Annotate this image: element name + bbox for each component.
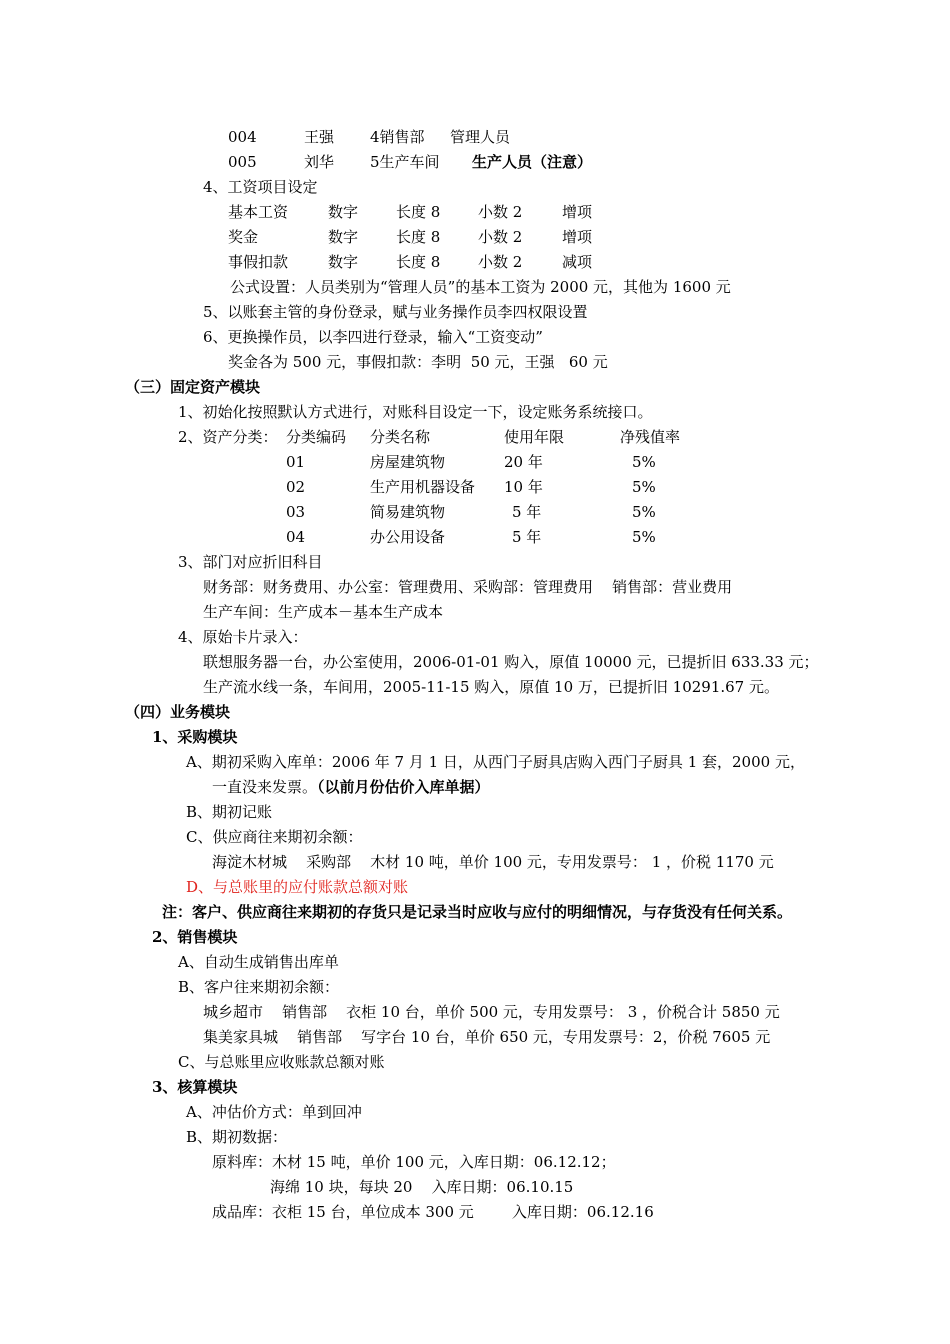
asset-rate: 5% — [632, 528, 656, 546]
salary-item-dir: 增项 — [562, 228, 593, 246]
sales-item-c: C、与总账里应收账款总额对账 — [178, 1053, 385, 1071]
step-6-detail: 奖金各为 500 元，事假扣款：李明 50 元，王强 60 元 — [228, 353, 608, 371]
asset-name: 办公用设备 — [370, 528, 446, 546]
sales-item-b-line: 城乡超市 销售部 衣柜 10 台，单价 500 元，专用发票号： 3 ，价税合计 5850 元 — [203, 1003, 780, 1021]
note-text: 注：客户、供应商往来期初的存货只是记录当时应收与应付的明细情况，与存货没有任何关系。 — [162, 903, 793, 921]
asset-col-header: 分类编码 — [286, 428, 347, 446]
section-3-title: （三）固定资产模块 — [125, 378, 261, 396]
asset-rate: 5% — [632, 478, 656, 496]
fa-item-3: 3、部门对应折旧科目 — [178, 553, 323, 571]
accounting-item-b-line: 成品库：衣柜 15 台，单位成本 300 元 入库日期：06.12.16 — [212, 1203, 654, 1221]
fa-item-4: 4、原始卡片录入： — [178, 628, 308, 646]
asset-years: 5 年 — [512, 528, 542, 546]
salary-item-name: 基本工资 — [228, 203, 289, 221]
asset-code: 03 — [286, 503, 306, 521]
asset-name: 简易建筑物 — [370, 503, 446, 521]
fa-item-4-line: 联想服务器一台，办公室使用，2006-01-01 购入，原值 10000 元，已提折旧 633.33 元； — [203, 653, 819, 671]
salary-item-dir: 增项 — [562, 203, 593, 221]
asset-years: 5 年 — [512, 503, 542, 521]
asset-col-header: 净残值率 — [620, 428, 681, 446]
salary-item-len: 长度 8 — [396, 203, 441, 221]
asset-years: 20 年 — [504, 453, 543, 471]
salary-item-dec: 小数 2 — [478, 253, 523, 271]
salary-item-len: 长度 8 — [396, 253, 441, 271]
accounting-item-b-line: 原料库：木材 15 吨，单价 100 元，入库日期：06.12.12； — [212, 1153, 616, 1171]
asset-years: 10 年 — [504, 478, 543, 496]
accounting-item-a: A、冲估价方式：单到回冲 — [186, 1103, 362, 1121]
asset-rate: 5% — [632, 453, 656, 471]
purchase-item-c: C、供应商往来期初余额： — [186, 828, 363, 846]
salary-item-dir: 减项 — [562, 253, 593, 271]
step-6: 6、更换操作员，以李四进行登录，输入“工资变动” — [203, 328, 543, 346]
module-1-title: 1、采购模块 — [152, 728, 238, 746]
purchase-item-a-cont — [212, 777, 490, 797]
salary-item-kind: 数字 — [328, 228, 359, 246]
salary-item-name: 事假扣款 — [228, 253, 289, 271]
salary-item-kind: 数字 — [328, 253, 359, 271]
fa-item-2: 2、资产分类： — [178, 428, 278, 446]
purchase-item-d: D、与总账里的应付账款总额对账 — [186, 878, 409, 896]
staff-dept: 5生产车间 — [370, 153, 440, 171]
staff-type: 管理人员 — [450, 128, 511, 146]
fa-item-3-line: 财务部：财务费用、办公室：管理费用、采购部：管理费用 销售部：营业费用 — [203, 578, 733, 596]
purchase-item-a: A、期初采购入库单：2006 年 7 月 1 日，从西门子厨具店购入西门子厨具 1 套，2000 元， — [186, 753, 805, 771]
salary-item-name: 奖金 — [228, 228, 259, 246]
asset-code: 02 — [286, 478, 306, 496]
salary-item-len: 长度 8 — [396, 228, 441, 246]
staff-code: 005 — [228, 153, 257, 171]
asset-name: 房屋建筑物 — [370, 453, 446, 471]
asset-rate: 5% — [632, 503, 656, 521]
salary-item-dec: 小数 2 — [478, 228, 523, 246]
section-4-title: （四）业务模块 — [125, 703, 231, 721]
staff-dept: 4销售部 — [370, 128, 425, 146]
step-5: 5、以账套主管的身份登录，赋与业务操作员李四权限设置 — [203, 303, 588, 321]
salary-item-dec: 小数 2 — [478, 203, 523, 221]
asset-code: 04 — [286, 528, 306, 546]
asset-col-header: 分类名称 — [370, 428, 431, 446]
accounting-item-b: B、期初数据： — [186, 1128, 288, 1146]
salary-heading: 4、工资项目设定 — [203, 178, 318, 196]
asset-col-header: 使用年限 — [504, 428, 565, 446]
sales-item-b-line: 集美家具城 销售部 写字台 10 台，单价 650 元，专用发票号：2，价税 7605 元 — [203, 1028, 771, 1046]
salary-item-kind: 数字 — [328, 203, 359, 221]
formula-text: 公式设置：人员类别为“管理人员”的基本工资为 2000 元，其他为 1600 元 — [230, 278, 731, 296]
module-2-title: 2、销售模块 — [152, 928, 238, 946]
module-3-title: 3、核算模块 — [152, 1078, 238, 1096]
purchase-item-b: B、期初记账 — [186, 803, 273, 821]
fa-item-3-line: 生产车间：生产成本－基本生产成本 — [203, 603, 444, 621]
purchase-item-a-text: 一直没来发票。 — [212, 778, 318, 796]
staff-name: 王强 — [304, 128, 335, 146]
staff-type: 生产人员（注意） — [472, 153, 593, 171]
purchase-item-c-line: 海淀木材城 采购部 木材 10 吨，单价 100 元，专用发票号： 1 ，价税 1170 元 — [212, 853, 774, 871]
purchase-item-a-bold: （以前月份估价入库单据） — [317, 778, 490, 796]
sales-item-b: B、客户往来期初余额： — [178, 978, 340, 996]
asset-code: 01 — [286, 453, 306, 471]
sales-item-a: A、自动生成销售出库单 — [178, 953, 339, 971]
asset-name: 生产用机器设备 — [370, 478, 476, 496]
staff-code: 004 — [228, 128, 257, 146]
accounting-item-b-line: 海绵 10 块，每块 20 入库日期：06.10.15 — [270, 1178, 574, 1196]
staff-name: 刘华 — [304, 153, 335, 171]
fa-item-4-line: 生产流水线一条，车间用，2005-11-15 购入，原值 10 万，已提折旧 10291.67 元。 — [203, 678, 779, 696]
fa-item-1: 1、初始化按照默认方式进行，对账科目设定一下，设定账务系统接口。 — [178, 403, 653, 421]
